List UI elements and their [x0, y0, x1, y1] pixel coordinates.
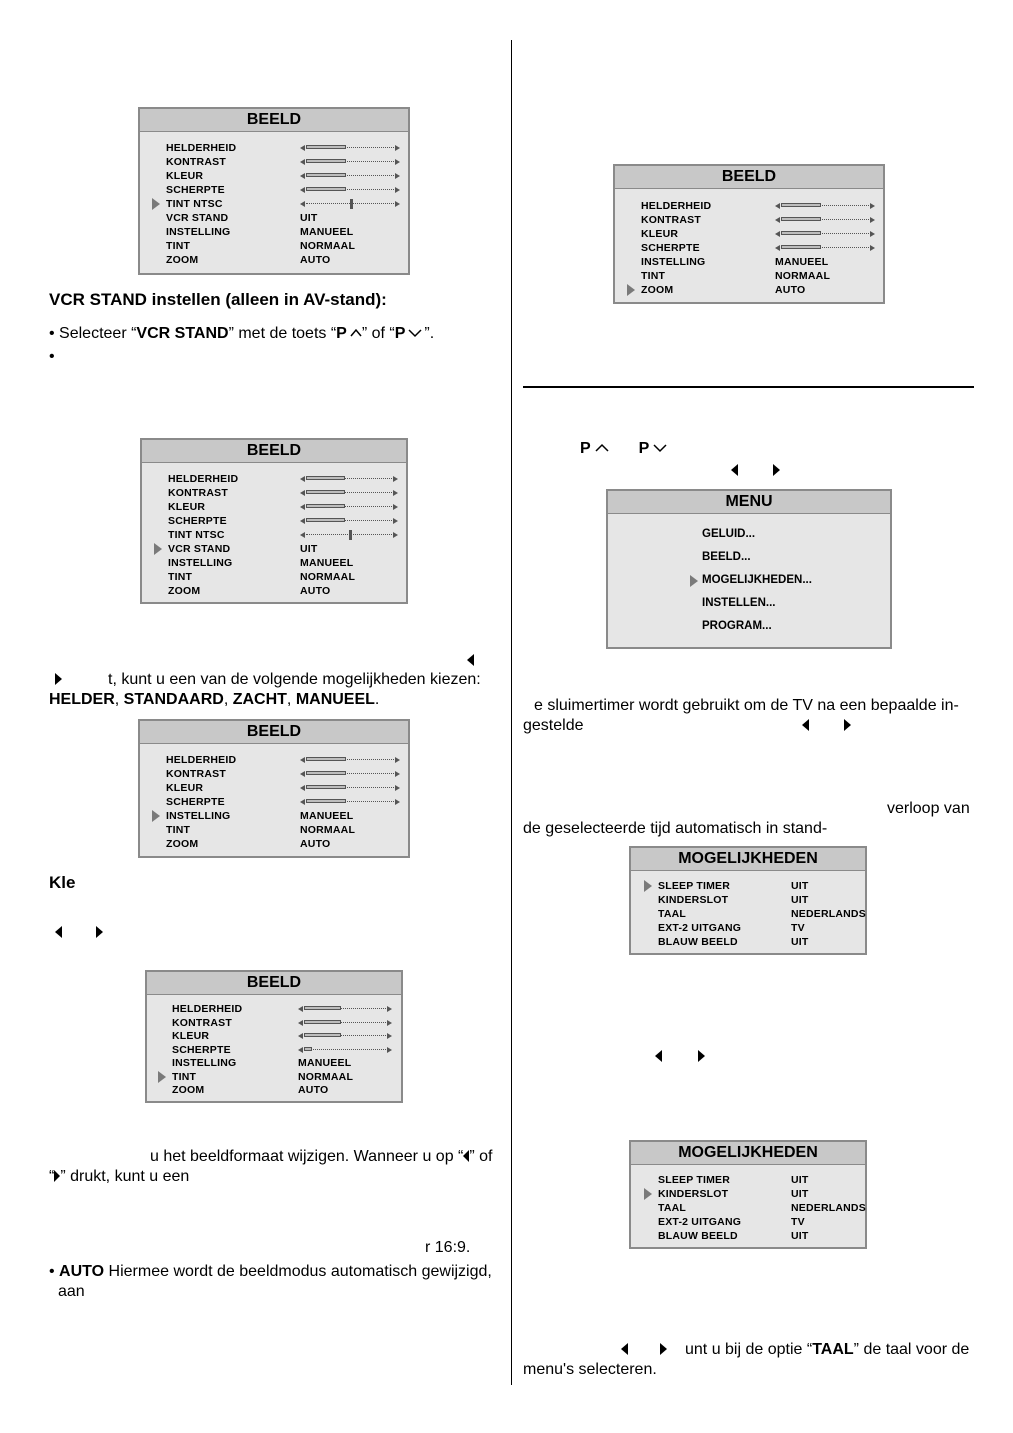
slider-bar[interactable]: [300, 171, 400, 181]
slider-left-arrow-icon: [300, 757, 305, 763]
slider-fill: [304, 1047, 312, 1051]
instelling-options: HELDER, STANDAARD, ZACHT, MANUEEL.: [49, 691, 380, 708]
menu-row[interactable]: [641, 199, 885, 213]
zoom-169: r 16:9.: [425, 1239, 471, 1256]
menu-row-label: KLEUR: [172, 1030, 210, 1042]
menu-row-value: AUTO: [300, 838, 331, 850]
menu-row[interactable]: [168, 528, 410, 542]
slider-bar[interactable]: [775, 229, 875, 239]
slider-right-arrow-icon: [395, 173, 400, 179]
slider-right-arrow-icon: [870, 217, 875, 223]
menu-row[interactable]: [168, 500, 410, 514]
menu-row-value: MANUEEL: [298, 1057, 352, 1069]
right-arrow-icon: [844, 719, 851, 731]
slider-knob: [350, 199, 353, 209]
zoom-line-1: u het beeldformaat wijzigen. Wanneer u op “ ” of: [150, 1148, 493, 1165]
slider-bar[interactable]: [300, 516, 398, 526]
slider-bar[interactable]: [775, 243, 875, 253]
menu-row-label: HELDERHEID: [166, 754, 237, 766]
slider-bar[interactable]: [300, 797, 400, 807]
menu-row[interactable]: [658, 1215, 901, 1229]
menu-row-value: UIT: [791, 1230, 809, 1242]
menu-row-value: UIT: [300, 212, 318, 224]
slider-fill: [306, 771, 346, 775]
slider-left-arrow-icon: [300, 771, 305, 777]
auto-line-2: aan: [58, 1283, 85, 1300]
slider-bar[interactable]: [300, 143, 400, 153]
main-menu: [606, 489, 892, 649]
slider-track: [304, 1049, 386, 1050]
vcr-bullet-2: •: [49, 348, 55, 365]
slider-knob: [349, 530, 352, 540]
kleur-heading: Kle: [49, 873, 76, 892]
slider-left-arrow-icon: [298, 1020, 303, 1026]
slider-left-arrow-icon: [300, 173, 305, 179]
slider-left-arrow-icon: [775, 231, 780, 237]
right-arrow-icon: [55, 673, 62, 685]
menu-title: MOGELIJKHEDEN: [631, 1142, 865, 1165]
menu-row-label: KINDERSLOT: [658, 894, 729, 906]
sleep-line-1: e sluimertimer wordt gebruikt om de TV na een bepaalde in-: [534, 697, 959, 714]
menu-row-label: SLEEP TIMER: [658, 1174, 731, 1186]
menu-row[interactable]: [658, 907, 901, 921]
menu-row-value: MANUEEL: [300, 810, 354, 822]
menu-row[interactable]: [168, 584, 410, 598]
column-divider: [511, 40, 512, 1385]
menu-row[interactable]: [168, 556, 410, 570]
slider-fill: [781, 203, 821, 207]
section-rule: [523, 386, 974, 388]
menu-row-label: KINDERSLOT: [658, 1188, 729, 1200]
menu-row-label: ZOOM: [168, 585, 201, 597]
slider-bar[interactable]: [775, 201, 875, 211]
menu-row[interactable]: [172, 1043, 408, 1057]
menu-row[interactable]: [166, 155, 410, 169]
menu-row-label: SLEEP TIMER: [658, 880, 731, 892]
slider-left-arrow-icon: [300, 518, 305, 524]
menu-row-label: SCHERPTE: [641, 242, 700, 254]
menu-row-value: UIT: [791, 936, 809, 948]
slider-right-arrow-icon: [387, 1006, 392, 1012]
slider-right-arrow-icon: [395, 771, 400, 777]
menu-row[interactable]: [641, 269, 885, 283]
slider-fill: [306, 145, 346, 149]
right-arrow-icon: [773, 464, 780, 476]
mogelijkheden-menu-1: [629, 846, 867, 955]
selection-arrow-icon: [152, 198, 160, 210]
menu-row[interactable]: [166, 239, 410, 253]
nav-keys: P P: [580, 439, 667, 459]
menu-row-value: MANUEEL: [300, 557, 354, 569]
beeld-menu-1: [138, 107, 410, 275]
slider-right-arrow-icon: [393, 504, 398, 510]
slider-right-arrow-icon: [387, 1033, 392, 1039]
menu-row-label: INSTELLING: [641, 256, 706, 268]
slider-bar[interactable]: [300, 769, 400, 779]
menu-row[interactable]: [658, 1173, 901, 1187]
menu-row-value: AUTO: [300, 254, 331, 266]
slider-right-arrow-icon: [395, 159, 400, 165]
slider-bar[interactable]: [300, 488, 398, 498]
sleep-line-3: verloop van: [887, 800, 970, 817]
menu-row[interactable]: [658, 935, 901, 949]
menu-row[interactable]: [166, 197, 410, 211]
menu-row-label: HELDERHEID: [172, 1003, 243, 1015]
sleep-line-4: de geselecteerde tijd automatisch in stand-: [523, 820, 828, 837]
menu-row-label: EXT-2 UITGANG: [658, 922, 742, 934]
slider-right-arrow-icon: [395, 757, 400, 763]
slider-fill: [306, 504, 345, 508]
left-arrow-icon: [731, 464, 738, 476]
menu-row[interactable]: [172, 1016, 408, 1030]
slider-right-arrow-icon: [395, 799, 400, 805]
menu-row[interactable]: [172, 1029, 408, 1043]
menu-row-value: UIT: [791, 880, 809, 892]
slider-bar[interactable]: [300, 755, 400, 765]
menu-row-label: BLAUW BEELD: [658, 936, 738, 948]
menu-row-label: HELDERHEID: [641, 200, 712, 212]
menu-row-label: KLEUR: [641, 228, 679, 240]
menu-row-label: KONTRAST: [168, 487, 228, 499]
taal-line-1: unt u bij de optie “TAAL” de taal voor de: [621, 1340, 969, 1360]
down-chevron-icon: [653, 439, 667, 449]
slider-bar[interactable]: [298, 1004, 392, 1014]
menu-item[interactable]: PROGRAM...: [702, 620, 772, 632]
slider-bar[interactable]: [300, 185, 400, 195]
slider-left-arrow-icon: [300, 799, 305, 805]
slider-left-arrow-icon: [298, 1006, 303, 1012]
menu-row[interactable]: [168, 486, 410, 500]
slider-fill: [781, 217, 821, 221]
slider-left-arrow-icon: [298, 1033, 303, 1039]
menu-title: BEELD: [615, 166, 883, 189]
menu-row-label: SCHERPTE: [172, 1043, 231, 1056]
slider-left-arrow-icon: [300, 785, 305, 791]
menu-row-value: NORMAAL: [300, 571, 356, 583]
menu-row-value: TV: [791, 1216, 805, 1228]
menu-row[interactable]: [658, 893, 901, 907]
menu-row-label: HELDERHEID: [166, 142, 237, 154]
slider-left-arrow-icon: [300, 504, 305, 510]
selection-arrow-icon: [690, 575, 698, 587]
menu-row[interactable]: [166, 781, 410, 795]
menu-row-value: NORMAAL: [300, 824, 356, 836]
menu-row-value: AUTO: [775, 284, 806, 296]
slider-right-arrow-icon: [870, 203, 875, 209]
menu-title: BEELD: [140, 721, 408, 744]
vcr-bullet-1: • Selecteer “VCR STAND” met de toets “P ” of “P ”.: [49, 325, 435, 342]
menu-row-value: TV: [791, 922, 805, 934]
slider-bar[interactable]: [300, 783, 400, 793]
slider-left-arrow-icon: [775, 203, 780, 209]
menu-title: BEELD: [142, 440, 406, 463]
slider-fill: [304, 1020, 341, 1024]
slider-right-arrow-icon: [393, 532, 398, 538]
menu-row-label: TINT NTSC: [168, 529, 225, 541]
menu-row-label: INSTELLING: [166, 226, 231, 238]
menu-row-label: ZOOM: [166, 838, 199, 850]
slider-bar[interactable]: [300, 502, 398, 512]
menu-row[interactable]: [168, 514, 410, 528]
slider-right-arrow-icon: [395, 145, 400, 151]
menu-row-value: AUTO: [300, 585, 331, 597]
menu-row[interactable]: [166, 767, 410, 781]
menu-row[interactable]: [658, 1201, 901, 1215]
menu-row-label: KONTRAST: [166, 156, 226, 168]
menu-row-value: NORMAAL: [298, 1070, 354, 1083]
menu-row-value: MANUEEL: [300, 226, 354, 238]
down-chevron-icon: [408, 324, 422, 334]
menu-row[interactable]: [166, 253, 410, 267]
slider-left-arrow-icon: [298, 1047, 303, 1053]
menu-row[interactable]: [641, 227, 885, 241]
menu-row[interactable]: [166, 823, 410, 837]
sleep-line-2: gestelde: [523, 717, 584, 734]
menu-row[interactable]: [168, 570, 410, 584]
menu-row-label: SCHERPTE: [168, 515, 227, 527]
menu-item[interactable]: GELUID...: [702, 528, 756, 540]
selection-arrow-icon: [158, 1071, 166, 1083]
slider-bar[interactable]: [300, 157, 400, 167]
vcr-heading: VCR STAND instellen (alleen in AV-stand):: [49, 290, 387, 309]
selection-arrow-icon: [644, 880, 652, 892]
menu-row[interactable]: [172, 1070, 408, 1084]
slider-fill: [306, 785, 346, 789]
menu-row[interactable]: [166, 795, 410, 809]
menu-row-value: UIT: [300, 543, 318, 555]
slider-fill: [306, 799, 346, 803]
menu-row-label: KONTRAST: [641, 214, 701, 226]
menu-row[interactable]: [172, 1002, 408, 1016]
menu-row[interactable]: [166, 183, 410, 197]
menu-title: MENU: [608, 491, 890, 514]
selection-arrow-icon: [644, 1188, 652, 1200]
slider-right-arrow-icon: [387, 1047, 392, 1053]
menu-row-label: TINT: [168, 571, 193, 583]
menu-row-label: KONTRAST: [166, 768, 226, 780]
menu-row[interactable]: [166, 211, 410, 225]
menu-item[interactable]: INSTELLEN...: [702, 597, 776, 609]
menu-row-value: NORMAAL: [300, 240, 356, 252]
slider-fill: [306, 518, 345, 522]
menu-row-label: TINT: [641, 270, 666, 282]
slider-right-arrow-icon: [393, 518, 398, 524]
slider-left-arrow-icon: [300, 201, 305, 207]
menu-row[interactable]: [166, 225, 410, 239]
menu-row[interactable]: [641, 241, 885, 255]
slider-left-arrow-icon: [300, 187, 305, 193]
mogelijkheden-menu-2: [629, 1140, 867, 1249]
menu-row[interactable]: [166, 753, 410, 767]
up-chevron-icon: [350, 324, 360, 334]
menu-row[interactable]: [658, 921, 901, 935]
menu-row-value: NORMAAL: [775, 270, 831, 282]
slider-fill: [306, 187, 346, 191]
slider-fill: [306, 490, 345, 494]
menu-item[interactable]: BEELD...: [702, 551, 751, 563]
slider-left-arrow-icon: [300, 159, 305, 165]
slider-right-arrow-icon: [395, 187, 400, 193]
menu-row-label: TINT: [166, 240, 191, 252]
menu-row-value: UIT: [791, 894, 809, 906]
menu-row-label: KONTRAST: [172, 1016, 232, 1029]
slider-right-arrow-icon: [393, 476, 398, 482]
menu-row-label: BLAUW BEELD: [658, 1230, 738, 1242]
slider-left-arrow-icon: [300, 145, 305, 151]
slider-fill: [306, 173, 346, 177]
menu-row[interactable]: [658, 1229, 901, 1243]
menu-row[interactable]: [166, 809, 410, 823]
beeld-menu-5: [613, 164, 885, 304]
slider-fill: [781, 231, 821, 235]
menu-row[interactable]: [172, 1056, 408, 1070]
slider-fill: [781, 245, 821, 249]
menu-row[interactable]: [641, 213, 885, 227]
menu-row-label: TAAL: [658, 1202, 687, 1214]
slider-left-arrow-icon: [300, 476, 305, 482]
menu-row-label: SCHERPTE: [166, 796, 225, 808]
slider-fill: [306, 159, 346, 163]
menu-row-label: TINT: [166, 824, 191, 836]
selection-arrow-icon: [627, 284, 635, 296]
selection-arrow-icon: [154, 543, 162, 555]
menu-row-value: NEDERLANDS: [791, 908, 866, 920]
auto-bullet: • AUTO Hiermee wordt de beeldmodus automatisch gewijzigd,: [49, 1263, 492, 1280]
left-arrow-icon: [621, 1343, 628, 1355]
menu-row-label: INSTELLING: [172, 1057, 237, 1069]
slider-fill: [304, 1006, 341, 1010]
slider-bar[interactable]: [298, 1018, 392, 1028]
beeld-menu-4: [145, 970, 403, 1103]
menu-title: BEELD: [147, 972, 401, 995]
menu-row[interactable]: [166, 837, 410, 851]
left-arrow-icon: [467, 654, 474, 666]
right-arrow-icon: [660, 1343, 667, 1355]
taal-line-2: menu's selecteren.: [523, 1361, 657, 1378]
menu-row-label: INSTELLING: [166, 810, 231, 822]
beeld-menu-3: [138, 719, 410, 858]
slider-right-arrow-icon: [393, 490, 398, 496]
menu-row-label: KLEUR: [166, 782, 204, 794]
slider-left-arrow-icon: [300, 532, 305, 538]
slider-right-arrow-icon: [395, 785, 400, 791]
slider-right-arrow-icon: [870, 245, 875, 251]
menu-row[interactable]: [168, 542, 410, 556]
slider-right-arrow-icon: [870, 231, 875, 237]
slider-bar[interactable]: [300, 474, 398, 484]
menu-row-value: UIT: [791, 1188, 809, 1200]
menu-row-label: INSTELLING: [168, 557, 233, 569]
menu-row-value: AUTO: [298, 1084, 329, 1096]
beeld-menu-2: [140, 438, 408, 604]
menu-row[interactable]: [166, 141, 410, 155]
slider-right-arrow-icon: [387, 1020, 392, 1026]
menu-row-label: KLEUR: [166, 170, 204, 182]
menu-row-label: EXT-2 UITGANG: [658, 1216, 742, 1228]
left-arrow-icon: [655, 1050, 662, 1062]
menu-row[interactable]: [658, 879, 901, 893]
menu-row-label: ZOOM: [172, 1084, 205, 1096]
right-arrow-icon: [96, 926, 103, 938]
menu-row-label: HELDERHEID: [168, 473, 239, 485]
slider-left-arrow-icon: [775, 245, 780, 251]
menu-row-label: VCR STAND: [166, 212, 229, 224]
menu-row[interactable]: [641, 255, 885, 269]
menu-row-label: VCR STAND: [168, 543, 231, 555]
menu-row-value: UIT: [791, 1174, 809, 1186]
zoom-line-2: “ ” drukt, kunt u een: [49, 1168, 190, 1185]
slider-bar[interactable]: [300, 199, 400, 209]
menu-row-label: TAAL: [658, 908, 687, 920]
menu-row[interactable]: [641, 283, 885, 297]
right-arrow-icon: [698, 1050, 705, 1062]
slider-fill: [306, 476, 345, 480]
menu-row-value: NEDERLANDS: [791, 1202, 866, 1214]
menu-row[interactable]: [166, 169, 410, 183]
slider-fill: [304, 1033, 341, 1037]
menu-title: MOGELIJKHEDEN: [631, 848, 865, 871]
slider-right-arrow-icon: [395, 201, 400, 207]
menu-item[interactable]: MOGELIJKHEDEN...: [702, 574, 812, 586]
slider-bar[interactable]: [775, 215, 875, 225]
selection-arrow-icon: [152, 810, 160, 822]
left-arrow-icon: [55, 926, 62, 938]
slider-fill: [306, 757, 346, 761]
menu-row[interactable]: [168, 472, 410, 486]
slider-bar[interactable]: [300, 530, 398, 540]
menu-row-label: ZOOM: [166, 254, 199, 266]
menu-row-label: ZOOM: [641, 284, 674, 296]
instelling-line-1: t, kunt u een van de volgende mogelijkheden kiezen:: [49, 670, 481, 690]
menu-title: BEELD: [140, 109, 408, 132]
slider-left-arrow-icon: [775, 217, 780, 223]
menu-row-label: TINT: [172, 1070, 197, 1083]
menu-row-value: MANUEEL: [775, 256, 829, 268]
up-chevron-icon: [595, 439, 609, 449]
slider-left-arrow-icon: [300, 490, 305, 496]
menu-row-label: KLEUR: [168, 501, 206, 513]
menu-row[interactable]: [172, 1083, 408, 1097]
slider-bar[interactable]: [298, 1045, 392, 1055]
menu-row-label: SCHERPTE: [166, 184, 225, 196]
slider-bar[interactable]: [298, 1031, 392, 1041]
menu-row[interactable]: [658, 1187, 901, 1201]
menu-row-label: TINT NTSC: [166, 198, 223, 210]
left-arrow-icon: [802, 719, 809, 731]
